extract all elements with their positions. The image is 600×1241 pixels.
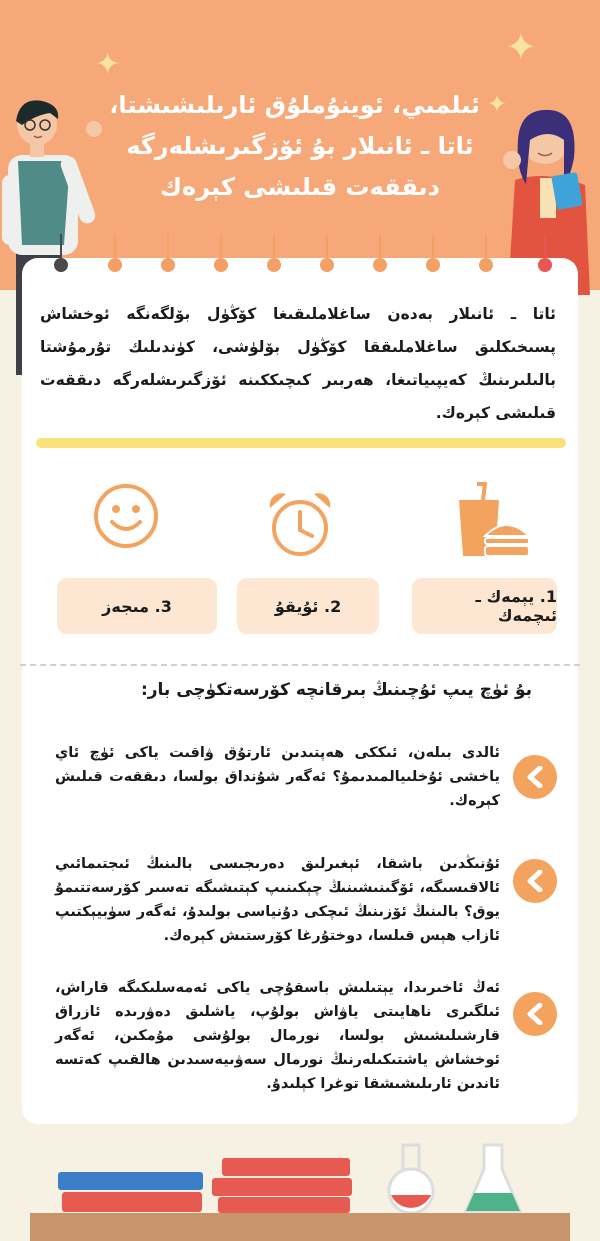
binder-ring (538, 258, 552, 272)
beaker-icon (462, 1143, 524, 1215)
feature-pill-sleep: 2. ئۇيقۇ (237, 578, 379, 634)
binder-ring (320, 258, 334, 272)
book-illustration (212, 1178, 352, 1196)
section-heading: بۇ ئۈچ يىپ ئۇچىنىڭ بىرقانچە كۆرسەتكۈچى بار: (140, 680, 532, 700)
title-line: ئىلمىي، ئوينۇملۇق ئارىلىشىشتا، (109, 91, 480, 119)
bookshelf (30, 1213, 570, 1241)
chevron-left-icon (526, 870, 544, 892)
title-line: ئاتا ـ ئانىلار بۇ ئۆزگىرىشلەرگە (126, 132, 474, 160)
binder-rings (22, 258, 578, 288)
smiley-face-icon (92, 482, 160, 550)
binder-ring (54, 258, 68, 272)
chevron-left-icon (526, 766, 544, 788)
indicator-paragraph: ئالدى بىلەن، ئىككى ھەپتىدىن ئارتۇق ۋاقىت ياكى ئۈچ ئاي ياخشى ئۇخلىيالمىدىمۇ؟ ئەگەر شۇنداق بولسا، دىققەت قىلىش كېرەك. (55, 745, 500, 809)
intro-paragraph: ئاتا ـ ئانىلار بەدەن ساغلاملىقىغا كۆڭۈل بۆلگەنگە ئوخشاش پسىخىكلىق ساغلاملىققا كۆڭۈل بۆلۈشى، كۈندىلىك تۇرمۇشتا بالىلىرىنىڭ كەيپىياتىغا، ھەربىر كىچىككىنە ئۆزگىرىشلەرگە دىققەت قىلىشى كېرەك. (40, 305, 556, 422)
sparkle-icon: ✦ (95, 47, 121, 82)
book-illustration (58, 1172, 203, 1190)
indicator-paragraph: ئۇنىڭدىن باشقا، ئېغىرلىق دەرىجىسى بالىنىڭ ئىجتىمائىي ئالاقىسىگە، ئۆگىنىشىنىڭ چېكىنىپ كېتىشىگە تەسىر كۆرسەتتىمۇ يوق؟ بالىنىڭ ئۆزىنىڭ ئىچكى دۇنياسى بولىدۇ، ئەگەر سۈبيېكتىپ ئازاب ھېس قىلسا، دوختۇرغا كۆرستىش كېرەك. (55, 856, 500, 944)
page-title (109, 85, 480, 208)
feature-pill-mood: 3. مىجەز (57, 578, 217, 634)
binder-ring (214, 258, 228, 272)
book-illustration (62, 1192, 202, 1212)
chevron-left-icon (526, 1003, 544, 1025)
binder-ring (426, 258, 440, 272)
book-illustration (222, 1158, 350, 1176)
chevron-left-button[interactable] (513, 992, 557, 1036)
sparkle-icon: ✦ (505, 25, 537, 69)
chevron-left-button[interactable] (513, 859, 557, 903)
sparkle-icon: ✦ (487, 90, 508, 118)
indicator-paragraph: ئەڭ ئاخىرىدا، يېتىلىش باسقۇچى ياكى ئەمەسلىكىگە قاراش، ئىلگىرى ناھايىتى ياۋاش بولۇپ، ياشلىق دەۋرىدە ئازراق قارشىلىشىش بولسا، نورمال بولۇشى مۇمكىن، ئەگەر ئوخشاش ياشتىكىلەرنىڭ نورمال سەۋىيەسىدىن ھالقىپ كەتسە ئاندىن ئارىلىشىشقا توغرا كېلىدۇ. (55, 980, 500, 1092)
flask-icon (385, 1143, 437, 1215)
food-drink-icon (455, 480, 535, 560)
binder-ring (373, 258, 387, 272)
chevron-left-button[interactable] (513, 755, 557, 799)
title-line: دىققەت قىلىشى كېرەك (160, 173, 440, 201)
highlight-bar (36, 438, 566, 448)
binder-ring (108, 258, 122, 272)
alarm-clock-icon (264, 488, 336, 560)
book-illustration (218, 1197, 350, 1213)
binder-ring (479, 258, 493, 272)
dashed-divider (20, 664, 580, 666)
feature-pill-food: 1. يېمەك ـ ئىچمەك (412, 578, 557, 634)
binder-ring (161, 258, 175, 272)
binder-ring (267, 258, 281, 272)
